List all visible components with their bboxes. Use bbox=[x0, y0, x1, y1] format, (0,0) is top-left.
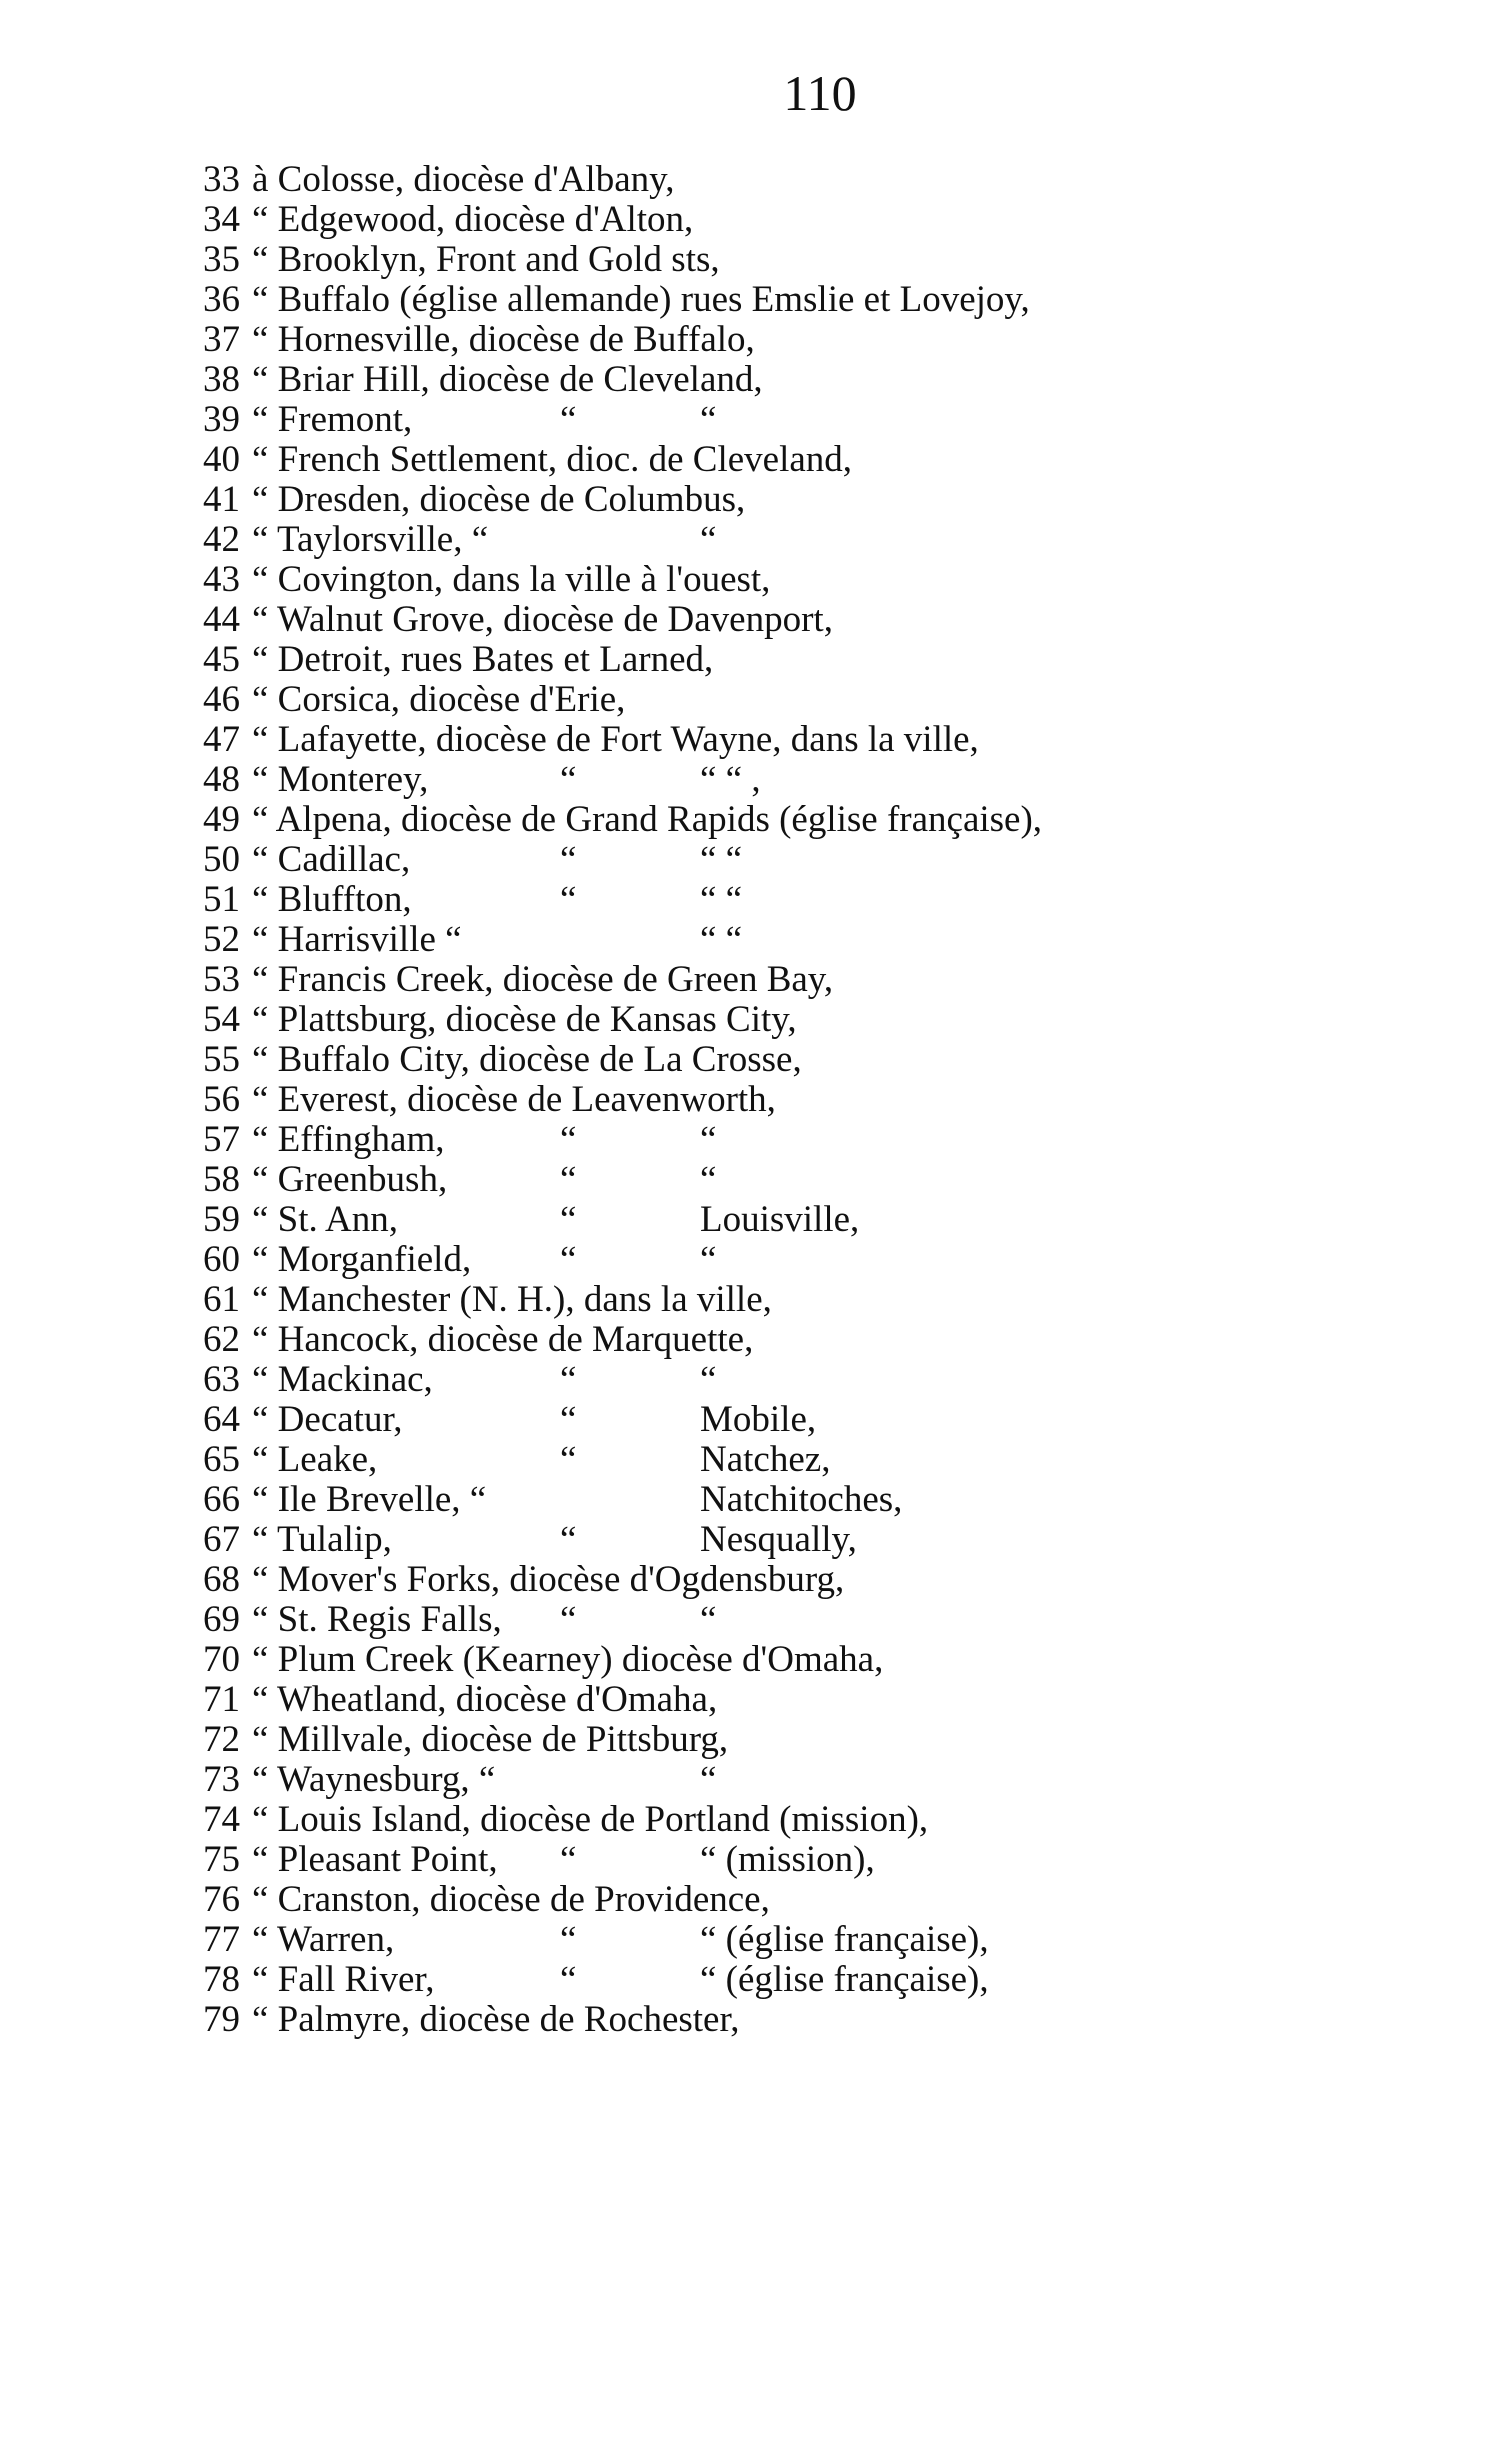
entry-text: “ Ile Brevelle, “ bbox=[252, 1479, 487, 1520]
entry-text: “ Corsica, diocèse d'Erie, bbox=[252, 679, 626, 720]
entry-diocese: “ bbox=[700, 1599, 717, 1640]
list-item bbox=[0, 1520, 1491, 1560]
entry-number: 34 bbox=[203, 199, 240, 240]
list-item bbox=[0, 1960, 1491, 2000]
entry-number: 33 bbox=[203, 159, 240, 200]
list-item bbox=[0, 640, 1491, 680]
entry-text: “ Plum Creek (Kearney) diocèse d'Omaha, bbox=[252, 1639, 884, 1680]
list-item bbox=[0, 1080, 1491, 1120]
entry-ditto-mark: “ bbox=[560, 1239, 577, 1280]
entry-number: 78 bbox=[203, 1959, 240, 2000]
list-item bbox=[0, 1600, 1491, 1640]
list-item bbox=[0, 1880, 1491, 1920]
entry-diocese: “ (église française), bbox=[700, 1959, 989, 2000]
entry-diocese: Natchez, bbox=[700, 1439, 831, 1480]
list-item bbox=[0, 1240, 1491, 1280]
entry-text: “ Lafayette, diocèse de Fort Wayne, dans la ville, bbox=[252, 719, 979, 760]
list-item bbox=[0, 1200, 1491, 1240]
list-item bbox=[0, 280, 1491, 320]
entry-number: 44 bbox=[203, 599, 240, 640]
entry-ditto-mark: “ bbox=[560, 759, 577, 800]
entry-text: “ Leake, bbox=[252, 1439, 378, 1480]
entry-ditto-mark: “ bbox=[560, 1519, 577, 1560]
list-item bbox=[0, 1480, 1491, 1520]
entry-number: 66 bbox=[203, 1479, 240, 1520]
entry-text: “ Pleasant Point, bbox=[252, 1839, 498, 1880]
entry-number: 59 bbox=[203, 1199, 240, 1240]
list-item bbox=[0, 560, 1491, 600]
entry-number: 35 bbox=[203, 239, 240, 280]
entry-text: “ Monterey, bbox=[252, 759, 429, 800]
list-item bbox=[0, 1160, 1491, 1200]
entry-text: “ Morganfield, bbox=[252, 1239, 472, 1280]
entry-text: “ Briar Hill, diocèse de Cleveland, bbox=[252, 359, 763, 400]
list-item bbox=[0, 160, 1491, 200]
entry-text: “ Mackinac, bbox=[252, 1359, 433, 1400]
entry-diocese: “ (église française), bbox=[700, 1919, 989, 1960]
entry-number: 63 bbox=[203, 1359, 240, 1400]
entry-ditto-mark: “ bbox=[560, 839, 577, 880]
entry-number: 49 bbox=[203, 799, 240, 840]
list-item bbox=[0, 1840, 1491, 1880]
entry-ditto-mark: “ bbox=[560, 1919, 577, 1960]
list-item bbox=[0, 800, 1491, 840]
list-item bbox=[0, 680, 1491, 720]
entry-ditto-mark: “ bbox=[560, 1199, 577, 1240]
entry-text: “ Manchester (N. H.), dans la ville, bbox=[252, 1279, 772, 1320]
entry-number: 39 bbox=[203, 399, 240, 440]
entry-number: 45 bbox=[203, 639, 240, 680]
entry-ditto-mark: “ bbox=[560, 1359, 577, 1400]
entry-number: 47 bbox=[203, 719, 240, 760]
entry-text: “ Palmyre, diocèse de Rochester, bbox=[252, 1999, 740, 2040]
entry-number: 48 bbox=[203, 759, 240, 800]
entry-text: “ Dresden, diocèse de Columbus, bbox=[252, 479, 746, 520]
list-item bbox=[0, 400, 1491, 440]
entry-number: 76 bbox=[203, 1879, 240, 1920]
list-item bbox=[0, 1280, 1491, 1320]
entry-diocese: “ bbox=[700, 1119, 717, 1160]
entry-number: 43 bbox=[203, 559, 240, 600]
entry-text: “ St. Regis Falls, bbox=[252, 1599, 502, 1640]
entry-ditto-mark: “ bbox=[560, 879, 577, 920]
entry-text: “ Walnut Grove, diocèse de Davenport, bbox=[252, 599, 833, 640]
entry-number: 56 bbox=[203, 1079, 240, 1120]
entry-text: “ Covington, dans la ville à l'ouest, bbox=[252, 559, 771, 600]
entry-number: 42 bbox=[203, 519, 240, 560]
entry-diocese: “ “ bbox=[700, 879, 743, 920]
entry-number: 72 bbox=[203, 1719, 240, 1760]
page-number: 110 bbox=[783, 65, 857, 121]
entry-number: 70 bbox=[203, 1639, 240, 1680]
entry-ditto-mark: “ bbox=[560, 1599, 577, 1640]
list-item bbox=[0, 440, 1491, 480]
entry-number: 68 bbox=[203, 1559, 240, 1600]
entry-number: 57 bbox=[203, 1119, 240, 1160]
entry-text: “ French Settlement, dioc. de Cleveland, bbox=[252, 439, 853, 480]
entry-number: 55 bbox=[203, 1039, 240, 1080]
entry-number: 60 bbox=[203, 1239, 240, 1280]
list-item bbox=[0, 1680, 1491, 1720]
entry-number: 41 bbox=[203, 479, 240, 520]
entry-number: 65 bbox=[203, 1439, 240, 1480]
list-item bbox=[0, 2000, 1491, 2040]
entry-text: “ Bluffton, bbox=[252, 879, 412, 920]
entry-diocese: “ bbox=[700, 519, 717, 560]
entry-diocese: “ “ bbox=[700, 839, 743, 880]
entry-number: 53 bbox=[203, 959, 240, 1000]
entry-list bbox=[0, 160, 1491, 2040]
list-item bbox=[0, 520, 1491, 560]
entry-ditto-mark: “ bbox=[560, 1959, 577, 2000]
entry-diocese: Natchitoches, bbox=[700, 1479, 903, 1520]
entry-number: 38 bbox=[203, 359, 240, 400]
list-item bbox=[0, 1360, 1491, 1400]
list-item bbox=[0, 720, 1491, 760]
entry-ditto-mark: “ bbox=[560, 1839, 577, 1880]
entry-text: “ Francis Creek, diocèse de Green Bay, bbox=[252, 959, 834, 1000]
list-item bbox=[0, 1560, 1491, 1600]
entry-number: 75 bbox=[203, 1839, 240, 1880]
entry-text: “ Buffalo (église allemande) rues Emslie et Lovejoy, bbox=[252, 279, 1030, 320]
list-item bbox=[0, 880, 1491, 920]
list-item bbox=[0, 960, 1491, 1000]
list-item bbox=[0, 1000, 1491, 1040]
entry-diocese: Louisville, bbox=[700, 1199, 860, 1240]
entry-text: “ Decatur, bbox=[252, 1399, 403, 1440]
entry-text: “ Fall River, bbox=[252, 1959, 435, 2000]
entry-text: “ Cadillac, bbox=[252, 839, 411, 880]
entry-number: 50 bbox=[203, 839, 240, 880]
entry-text: “ Greenbush, bbox=[252, 1159, 448, 1200]
entry-text: “ Detroit, rues Bates et Larned, bbox=[252, 639, 714, 680]
entry-ditto-mark: “ bbox=[560, 1439, 577, 1480]
list-item bbox=[0, 840, 1491, 880]
list-item bbox=[0, 600, 1491, 640]
list-item bbox=[0, 1320, 1491, 1360]
entry-number: 62 bbox=[203, 1319, 240, 1360]
list-item bbox=[0, 1440, 1491, 1480]
entry-ditto-mark: “ bbox=[560, 1119, 577, 1160]
list-item bbox=[0, 920, 1491, 960]
entry-number: 54 bbox=[203, 999, 240, 1040]
entry-text: “ Hancock, diocèse de Marquette, bbox=[252, 1319, 754, 1360]
entry-text: “ Mover's Forks, diocèse d'Ogdensburg, bbox=[252, 1559, 845, 1600]
entry-text: “ Warren, bbox=[252, 1919, 395, 1960]
entry-number: 74 bbox=[203, 1799, 240, 1840]
entry-text: “ Buffalo City, diocèse de La Crosse, bbox=[252, 1039, 802, 1080]
entry-text: “ Millvale, diocèse de Pittsburg, bbox=[252, 1719, 729, 1760]
list-item bbox=[0, 480, 1491, 520]
entry-number: 36 bbox=[203, 279, 240, 320]
entry-text: “ Everest, diocèse de Leavenworth, bbox=[252, 1079, 776, 1120]
entry-diocese: “ bbox=[700, 1759, 717, 1800]
entry-number: 37 bbox=[203, 319, 240, 360]
entry-text: “ Cranston, diocèse de Providence, bbox=[252, 1879, 770, 1920]
entry-ditto-mark: “ bbox=[560, 399, 577, 440]
entry-number: 61 bbox=[203, 1279, 240, 1320]
entry-diocese: Mobile, bbox=[700, 1399, 817, 1440]
entry-number: 64 bbox=[203, 1399, 240, 1440]
entry-text: “ Edgewood, diocèse d'Alton, bbox=[252, 199, 694, 240]
entry-text: “ Tulalip, bbox=[252, 1519, 392, 1560]
entry-text: à Colosse, diocèse d'Albany, bbox=[252, 159, 675, 200]
list-item bbox=[0, 1640, 1491, 1680]
entry-text: “ Plattsburg, diocèse de Kansas City, bbox=[252, 999, 797, 1040]
entry-number: 58 bbox=[203, 1159, 240, 1200]
entry-number: 52 bbox=[203, 919, 240, 960]
entry-diocese: “ bbox=[700, 1239, 717, 1280]
list-item bbox=[0, 1720, 1491, 1760]
entry-number: 73 bbox=[203, 1759, 240, 1800]
entry-text: “ Alpena, diocèse de Grand Rapids (église française), bbox=[252, 799, 1043, 840]
entry-diocese: “ bbox=[700, 1159, 717, 1200]
list-item bbox=[0, 1040, 1491, 1080]
entry-number: 69 bbox=[203, 1599, 240, 1640]
entry-diocese: “ bbox=[700, 399, 717, 440]
entry-number: 51 bbox=[203, 879, 240, 920]
entry-number: 40 bbox=[203, 439, 240, 480]
list-item bbox=[0, 1120, 1491, 1160]
list-item bbox=[0, 1800, 1491, 1840]
list-item bbox=[0, 200, 1491, 240]
list-item bbox=[0, 360, 1491, 400]
entry-ditto-mark: “ bbox=[560, 1399, 577, 1440]
list-item bbox=[0, 1920, 1491, 1960]
list-item bbox=[0, 1760, 1491, 1800]
entry-text: “ Hornesville, diocèse de Buffalo, bbox=[252, 319, 755, 360]
entry-diocese: Nesqually, bbox=[700, 1519, 857, 1560]
entry-number: 79 bbox=[203, 1999, 240, 2040]
list-item bbox=[0, 320, 1491, 360]
entry-diocese: “ bbox=[700, 1359, 717, 1400]
list-item bbox=[0, 1400, 1491, 1440]
entry-text: “ Fremont, bbox=[252, 399, 413, 440]
entry-text: “ St. Ann, bbox=[252, 1199, 398, 1240]
entry-text: “ Wheatland, diocèse d'Omaha, bbox=[252, 1679, 718, 1720]
entry-diocese: “ “ bbox=[700, 919, 743, 960]
entry-number: 77 bbox=[203, 1919, 240, 1960]
entry-number: 67 bbox=[203, 1519, 240, 1560]
entry-text: “ Harrisville “ bbox=[252, 919, 462, 960]
entry-number: 46 bbox=[203, 679, 240, 720]
entry-diocese: “ (mission), bbox=[700, 1839, 875, 1880]
list-item bbox=[0, 760, 1491, 800]
entry-number: 71 bbox=[203, 1679, 240, 1720]
entry-diocese: “ “ , bbox=[700, 759, 761, 800]
list-item bbox=[0, 240, 1491, 280]
entry-text: “ Taylorsville, “ bbox=[252, 519, 489, 560]
entry-text: “ Brooklyn, Front and Gold sts, bbox=[252, 239, 720, 280]
entry-ditto-mark: “ bbox=[560, 1159, 577, 1200]
entry-text: “ Waynesburg, “ bbox=[252, 1759, 496, 1800]
entry-text: “ Effingham, bbox=[252, 1119, 445, 1160]
entry-text: “ Louis Island, diocèse de Portland (mission), bbox=[252, 1799, 929, 1840]
